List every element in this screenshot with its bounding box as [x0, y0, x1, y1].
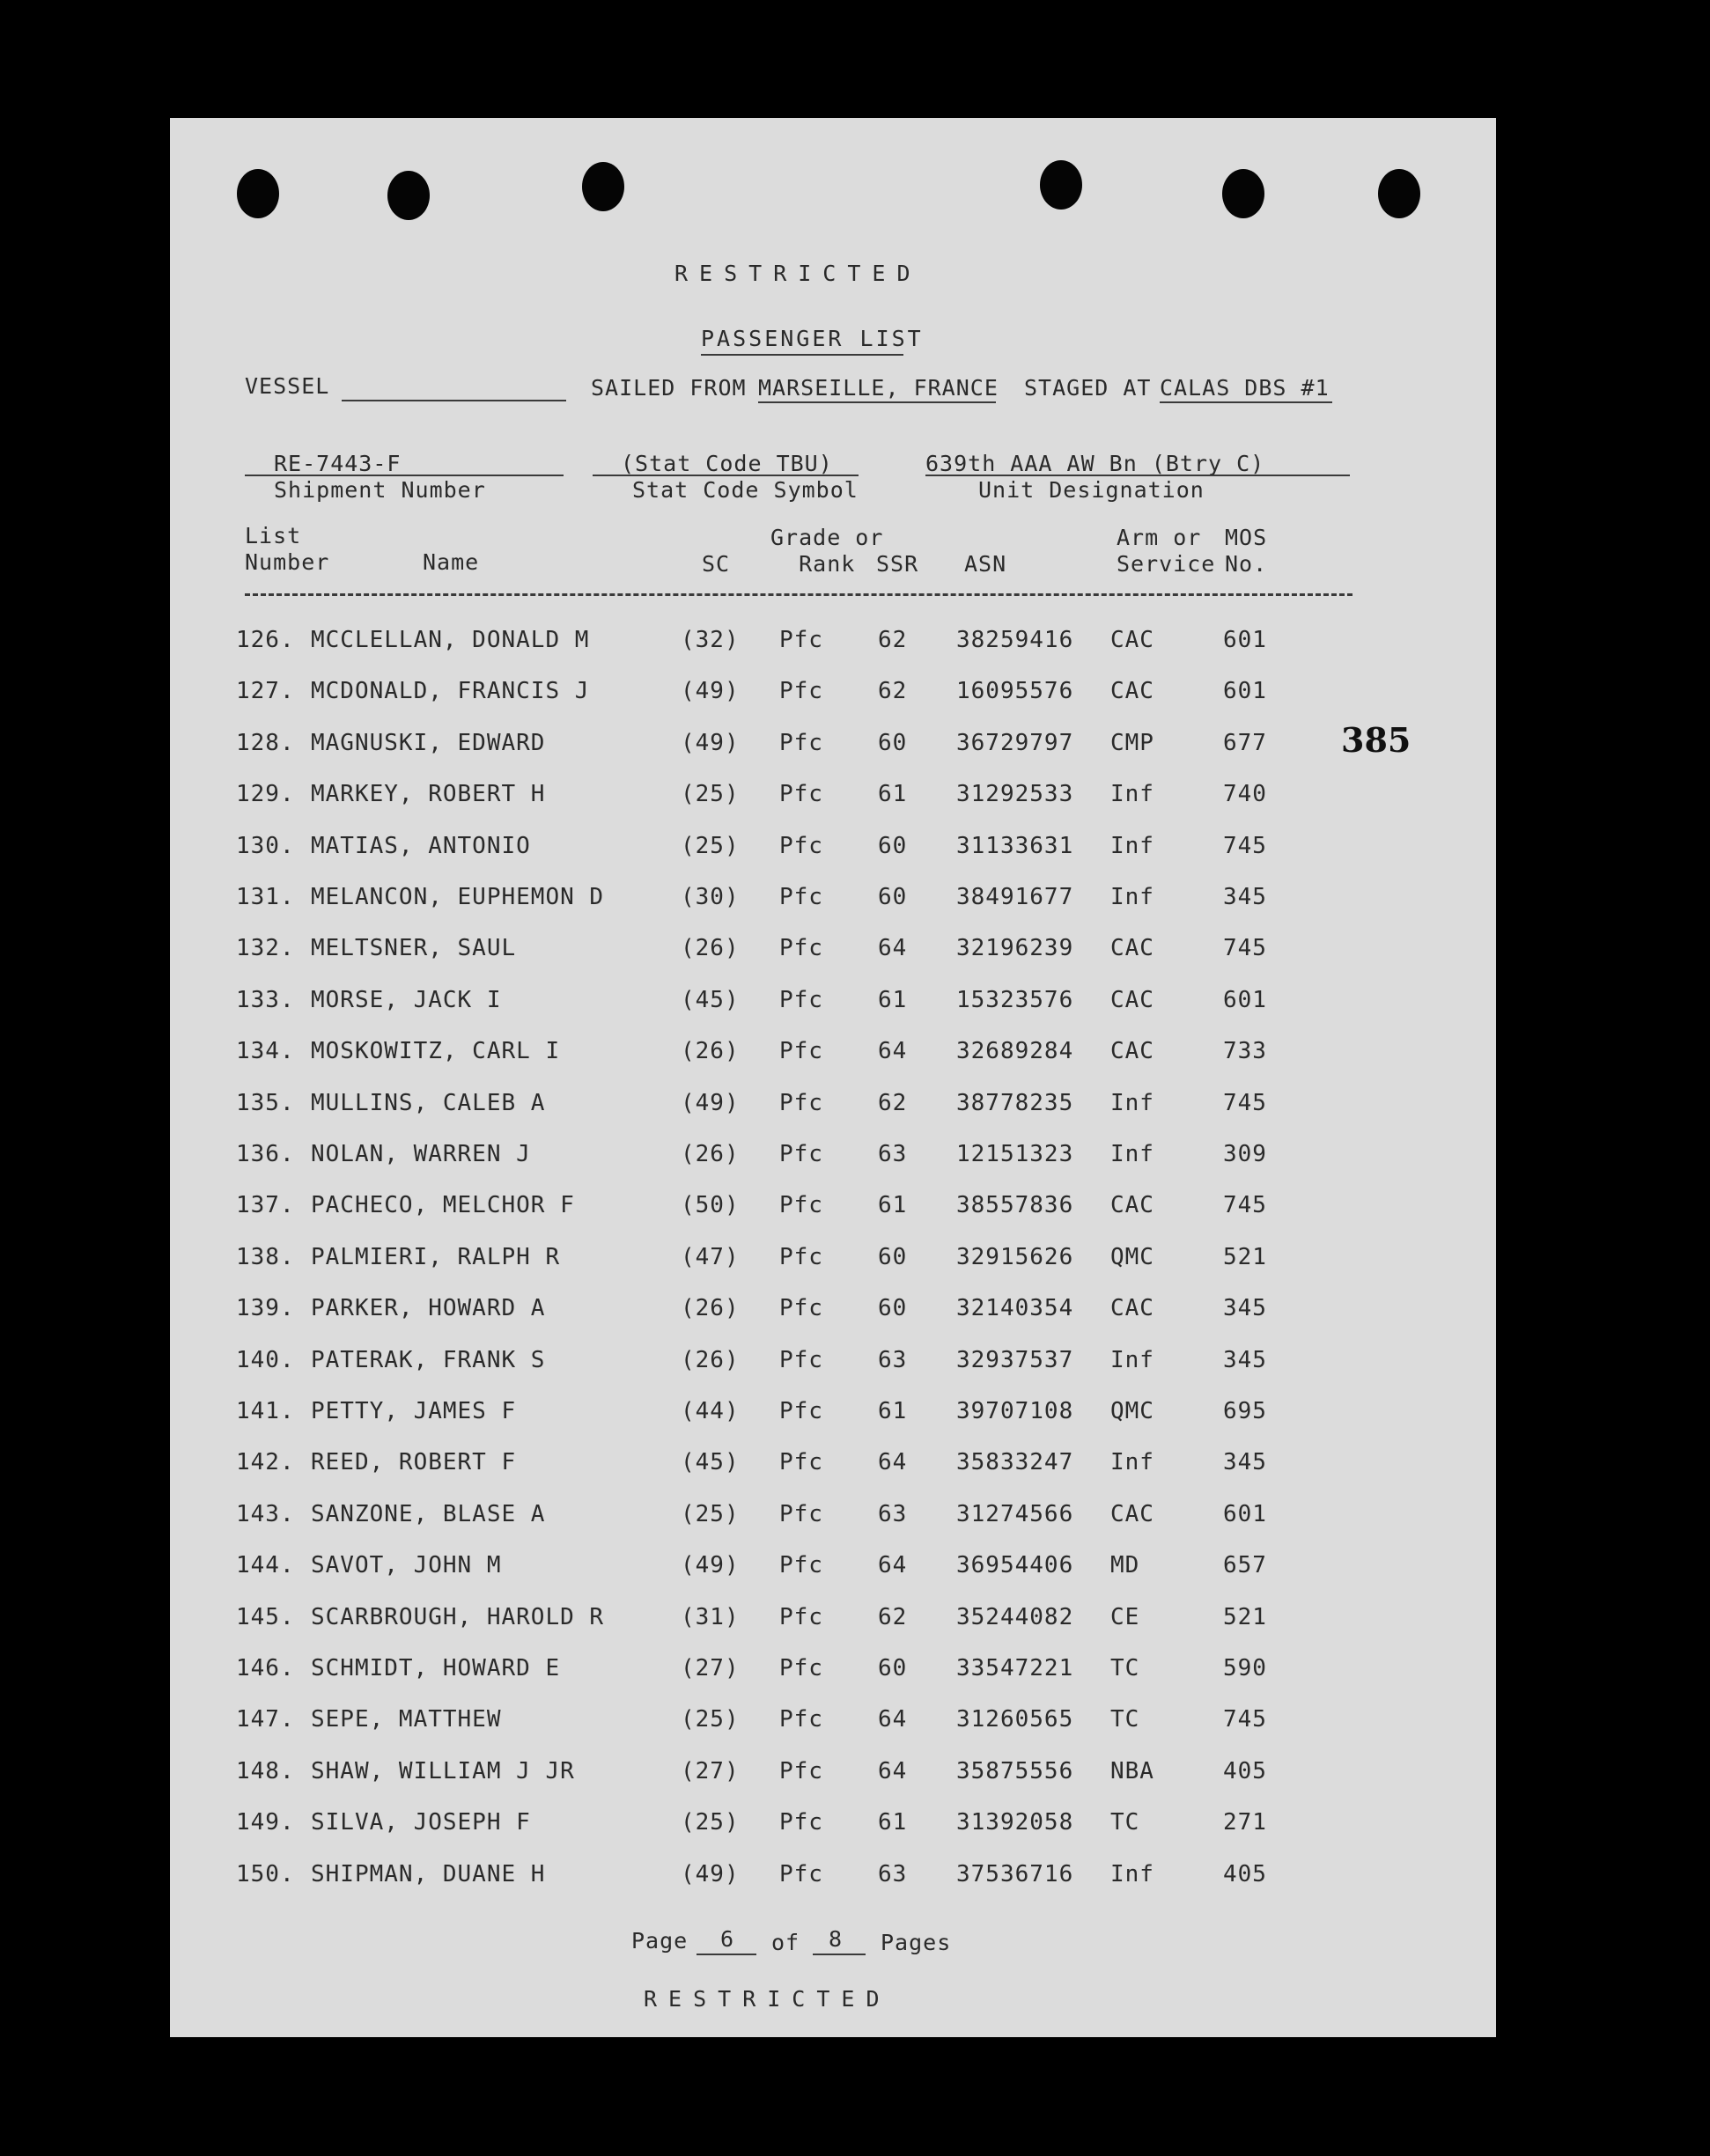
- row-rank: Pfc: [779, 1141, 823, 1167]
- row-arm: CAC: [1110, 627, 1154, 653]
- row-sc: (49): [681, 1860, 740, 1887]
- col-grade-line2: Rank: [799, 551, 856, 577]
- footer-page-total: 8: [829, 1926, 844, 1952]
- footer-page-current: 6: [720, 1926, 735, 1952]
- table-row: [170, 1141, 1496, 1176]
- row-ssr: 62: [878, 1603, 908, 1630]
- row-name: MCCLELLAN, DONALD M: [311, 627, 590, 653]
- sailed-from-underline: [758, 401, 996, 403]
- footer-page-label: Page: [631, 1928, 689, 1954]
- table-row: [170, 1758, 1496, 1793]
- row-asn: 38557836: [956, 1192, 1074, 1219]
- row-name: MARKEY, ROBERT H: [311, 781, 546, 808]
- row-name: MULLINS, CALEB A: [311, 1089, 546, 1116]
- row-name: NOLAN, WARREN J: [311, 1141, 531, 1167]
- row-sc: (45): [681, 1449, 740, 1476]
- row-asn: 31292533: [956, 781, 1074, 808]
- row-sc: (25): [681, 1706, 740, 1733]
- row-rank: Pfc: [779, 1243, 823, 1270]
- table-row: [170, 987, 1496, 1022]
- table-row: [170, 1038, 1496, 1073]
- row-asn: 31260565: [956, 1706, 1074, 1733]
- row-arm: CAC: [1110, 1192, 1154, 1219]
- row-mos: 745: [1223, 935, 1267, 962]
- table-row: [170, 1552, 1496, 1587]
- row-asn: 36954406: [956, 1552, 1074, 1579]
- stat-code: (Stat Code TBU): [621, 451, 833, 476]
- sailed-from-value: MARSEILLE, FRANCE: [758, 375, 999, 401]
- row-list-number: 133.: [236, 986, 295, 1013]
- row-ssr: 64: [878, 1552, 908, 1579]
- col-grade: [770, 525, 883, 578]
- row-sc: (25): [681, 781, 740, 808]
- punch-hole: [582, 162, 624, 211]
- row-sc: (49): [681, 1089, 740, 1116]
- row-ssr: 61: [878, 1809, 908, 1836]
- row-arm: Inf: [1110, 1089, 1154, 1116]
- row-rank: Pfc: [779, 1295, 823, 1322]
- row-mos: 345: [1223, 1295, 1267, 1322]
- row-name: MCDONALD, FRANCIS J: [311, 678, 590, 705]
- row-asn: 15323576: [956, 986, 1074, 1013]
- row-arm: Inf: [1110, 1346, 1154, 1373]
- row-arm: Inf: [1110, 1860, 1154, 1887]
- row-rank: Pfc: [779, 1757, 823, 1784]
- punch-hole: [387, 171, 430, 220]
- row-name: SAVOT, JOHN M: [311, 1552, 502, 1579]
- row-list-number: 144.: [236, 1552, 295, 1579]
- shipment-number-label: Shipment Number: [274, 477, 486, 503]
- row-mos: 271: [1223, 1809, 1267, 1836]
- row-arm: CAC: [1110, 1038, 1154, 1065]
- table-row: [170, 1192, 1496, 1227]
- row-list-number: 137.: [236, 1192, 295, 1219]
- col-arm: [1117, 525, 1215, 578]
- table-row: [170, 730, 1496, 765]
- row-asn: 35875556: [956, 1757, 1074, 1784]
- table-row: [170, 781, 1496, 816]
- row-arm: MD: [1110, 1552, 1140, 1579]
- row-list-number: 141.: [236, 1398, 295, 1424]
- row-mos: 405: [1223, 1757, 1267, 1784]
- row-list-number: 126.: [236, 627, 295, 653]
- row-ssr: 61: [878, 1398, 908, 1424]
- row-rank: Pfc: [779, 884, 823, 910]
- table-row: [170, 1244, 1496, 1279]
- row-list-number: 131.: [236, 884, 295, 910]
- row-sc: (30): [681, 884, 740, 910]
- row-sc: (32): [681, 627, 740, 653]
- table-row: [170, 627, 1496, 662]
- row-name: SCARBROUGH, HAROLD R: [311, 1603, 605, 1630]
- row-ssr: 63: [878, 1141, 908, 1167]
- row-mos: 405: [1223, 1860, 1267, 1887]
- row-name: PACHECO, MELCHOR F: [311, 1192, 575, 1219]
- header-restricted: RESTRICTED: [674, 261, 922, 286]
- row-ssr: 63: [878, 1346, 908, 1373]
- row-ssr: 60: [878, 884, 908, 910]
- table-row: [170, 1090, 1496, 1125]
- row-list-number: 140.: [236, 1346, 295, 1373]
- row-arm: TC: [1110, 1809, 1140, 1836]
- row-asn: 31274566: [956, 1500, 1074, 1527]
- row-list-number: 128.: [236, 729, 295, 756]
- row-list-number: 134.: [236, 1038, 295, 1065]
- row-asn: 37536716: [956, 1860, 1074, 1887]
- row-ssr: 63: [878, 1500, 908, 1527]
- row-arm: TC: [1110, 1706, 1140, 1733]
- row-asn: 31133631: [956, 832, 1074, 859]
- col-mos: [1225, 525, 1267, 578]
- col-list-number-line2: Number: [245, 549, 330, 575]
- row-rank: Pfc: [779, 1860, 823, 1887]
- row-sc: (25): [681, 832, 740, 859]
- row-asn: 32196239: [956, 935, 1074, 962]
- row-name: SILVA, JOSEPH F: [311, 1809, 531, 1836]
- staged-at-value: CALAS DBS #1: [1160, 375, 1330, 401]
- row-sc: (26): [681, 935, 740, 962]
- shipment-underline: [245, 475, 564, 476]
- row-mos: 733: [1223, 1038, 1267, 1065]
- row-mos: 745: [1223, 1089, 1267, 1116]
- row-rank: Pfc: [779, 1089, 823, 1116]
- row-list-number: 135.: [236, 1089, 295, 1116]
- row-ssr: 62: [878, 678, 908, 705]
- row-sc: (45): [681, 986, 740, 1013]
- row-arm: CMP: [1110, 729, 1154, 756]
- row-arm: CAC: [1110, 1295, 1154, 1322]
- row-rank: Pfc: [779, 935, 823, 962]
- row-rank: Pfc: [779, 832, 823, 859]
- row-name: SHAW, WILLIAM J JR: [311, 1757, 575, 1784]
- row-arm: CAC: [1110, 935, 1154, 962]
- row-list-number: 139.: [236, 1295, 295, 1322]
- table-row: [170, 935, 1496, 970]
- title-underline: [701, 354, 903, 356]
- punch-hole: [1040, 160, 1082, 210]
- row-sc: (26): [681, 1295, 740, 1322]
- col-mos-line1: MOS: [1225, 525, 1268, 550]
- unit-designation: 639th AAA AW Bn (Btry C): [925, 451, 1265, 476]
- row-ssr: 64: [878, 1038, 908, 1065]
- col-asn: ASN: [964, 551, 1007, 577]
- row-ssr: 60: [878, 832, 908, 859]
- table-row: [170, 678, 1496, 713]
- row-ssr: 60: [878, 1243, 908, 1270]
- unit-underline: [925, 475, 1350, 476]
- row-rank: Pfc: [779, 1192, 823, 1219]
- row-mos: 345: [1223, 884, 1267, 910]
- row-sc: (25): [681, 1500, 740, 1527]
- row-ssr: 64: [878, 1706, 908, 1733]
- row-rank: Pfc: [779, 1706, 823, 1733]
- row-sc: (26): [681, 1346, 740, 1373]
- footer-pages: Pages: [881, 1930, 952, 1955]
- table-row: [170, 1706, 1496, 1741]
- vessel-underline: [342, 400, 566, 401]
- row-mos: 521: [1223, 1243, 1267, 1270]
- row-name: MAGNUSKI, EDWARD: [311, 729, 546, 756]
- row-list-number: 145.: [236, 1603, 295, 1630]
- row-name: SCHMIDT, HOWARD E: [311, 1655, 561, 1681]
- table-row: [170, 1449, 1496, 1484]
- punch-hole: [1378, 169, 1420, 218]
- row-rank: Pfc: [779, 986, 823, 1013]
- row-asn: 31392058: [956, 1809, 1074, 1836]
- table-row: [170, 1861, 1496, 1896]
- row-mos: 345: [1223, 1449, 1267, 1476]
- row-arm: Inf: [1110, 781, 1154, 808]
- row-name: PALMIERI, RALPH R: [311, 1243, 561, 1270]
- row-sc: (49): [681, 678, 740, 705]
- row-sc: (27): [681, 1757, 740, 1784]
- row-rank: Pfc: [779, 729, 823, 756]
- table-row: [170, 884, 1496, 919]
- col-list-number: [245, 523, 329, 576]
- page-number-stamp: 385: [1341, 720, 1411, 760]
- staged-at-underline: [1160, 401, 1332, 403]
- col-name: Name: [423, 549, 480, 575]
- row-ssr: 64: [878, 1757, 908, 1784]
- row-list-number: 147.: [236, 1706, 295, 1733]
- row-sc: (49): [681, 729, 740, 756]
- row-name: PARKER, HOWARD A: [311, 1295, 546, 1322]
- row-arm: Inf: [1110, 884, 1154, 910]
- row-list-number: 130.: [236, 832, 295, 859]
- row-list-number: 146.: [236, 1655, 295, 1681]
- row-rank: Pfc: [779, 1500, 823, 1527]
- footer-total-underline: [813, 1954, 866, 1955]
- table-row: [170, 1809, 1496, 1844]
- row-list-number: 136.: [236, 1141, 295, 1167]
- table-row: [170, 833, 1496, 868]
- row-rank: Pfc: [779, 1346, 823, 1373]
- footer-of: of: [771, 1930, 800, 1955]
- row-arm: CAC: [1110, 986, 1154, 1013]
- row-list-number: 149.: [236, 1809, 295, 1836]
- table-row: [170, 1604, 1496, 1639]
- row-mos: 521: [1223, 1603, 1267, 1630]
- row-list-number: 132.: [236, 935, 295, 962]
- footer-current-underline: [697, 1954, 756, 1955]
- row-name: MATIAS, ANTONIO: [311, 832, 531, 859]
- row-arm: Inf: [1110, 1141, 1154, 1167]
- footer-restricted: RESTRICTED: [644, 1986, 891, 2012]
- row-mos: 745: [1223, 1706, 1267, 1733]
- row-arm: Inf: [1110, 1449, 1154, 1476]
- col-arm-line2: Service: [1117, 551, 1216, 577]
- row-list-number: 129.: [236, 781, 295, 808]
- stat-code-label: Stat Code Symbol: [632, 477, 859, 503]
- col-ssr: SSR: [876, 551, 919, 577]
- row-mos: 309: [1223, 1141, 1267, 1167]
- row-arm: TC: [1110, 1655, 1140, 1681]
- row-asn: 32915626: [956, 1243, 1074, 1270]
- row-asn: 35244082: [956, 1603, 1074, 1630]
- row-asn: 32140354: [956, 1295, 1074, 1322]
- row-asn: 16095576: [956, 678, 1074, 705]
- row-rank: Pfc: [779, 1603, 823, 1630]
- vessel-label: VESSEL: [245, 373, 330, 399]
- row-name: SEPE, MATTHEW: [311, 1706, 502, 1733]
- row-name: SANZONE, BLASE A: [311, 1500, 546, 1527]
- row-list-number: 127.: [236, 678, 295, 705]
- row-asn: 36729797: [956, 729, 1074, 756]
- row-arm: Inf: [1110, 832, 1154, 859]
- row-mos: 745: [1223, 1192, 1267, 1219]
- table-row: [170, 1655, 1496, 1690]
- header-divider: [245, 593, 1353, 596]
- row-asn: 12151323: [956, 1141, 1074, 1167]
- row-mos: 695: [1223, 1398, 1267, 1424]
- row-mos: 740: [1223, 781, 1267, 808]
- table-row: [170, 1501, 1496, 1536]
- row-arm: NBA: [1110, 1757, 1154, 1784]
- row-ssr: 64: [878, 935, 908, 962]
- row-rank: Pfc: [779, 1038, 823, 1065]
- col-list-number-line1: List: [245, 523, 302, 548]
- row-sc: (26): [681, 1141, 740, 1167]
- row-ssr: 61: [878, 986, 908, 1013]
- table-row: [170, 1295, 1496, 1330]
- row-rank: Pfc: [779, 1449, 823, 1476]
- row-sc: (49): [681, 1552, 740, 1579]
- row-name: PATERAK, FRANK S: [311, 1346, 546, 1373]
- col-grade-line1: Grade or: [770, 525, 884, 550]
- row-name: MOSKOWITZ, CARL I: [311, 1038, 561, 1065]
- row-name: PETTY, JAMES F: [311, 1398, 517, 1424]
- row-sc: (50): [681, 1192, 740, 1219]
- col-sc: SC: [702, 551, 731, 577]
- row-arm: CAC: [1110, 678, 1154, 705]
- row-ssr: 60: [878, 1655, 908, 1681]
- row-list-number: 138.: [236, 1243, 295, 1270]
- row-list-number: 148.: [236, 1757, 295, 1784]
- row-rank: Pfc: [779, 678, 823, 705]
- row-rank: Pfc: [779, 1552, 823, 1579]
- row-mos: 601: [1223, 678, 1267, 705]
- document-page: [170, 118, 1496, 2037]
- row-name: REED, ROBERT F: [311, 1449, 517, 1476]
- row-list-number: 150.: [236, 1860, 295, 1887]
- sailed-from-label: SAILED FROM: [591, 375, 747, 401]
- row-asn: 32937537: [956, 1346, 1074, 1373]
- row-asn: 38259416: [956, 627, 1074, 653]
- row-asn: 38778235: [956, 1089, 1074, 1116]
- row-sc: (26): [681, 1038, 740, 1065]
- row-rank: Pfc: [779, 1398, 823, 1424]
- row-asn: 32689284: [956, 1038, 1074, 1065]
- col-arm-line1: Arm or: [1117, 525, 1202, 550]
- table-row: [170, 1347, 1496, 1382]
- row-arm: QMC: [1110, 1398, 1154, 1424]
- staged-at-label: STAGED AT: [1024, 375, 1152, 401]
- row-mos: 745: [1223, 832, 1267, 859]
- punch-hole: [1222, 169, 1264, 218]
- stat-code-underline: [593, 475, 859, 476]
- row-name: MELTSNER, SAUL: [311, 935, 517, 962]
- row-ssr: 62: [878, 627, 908, 653]
- punch-hole: [237, 169, 279, 218]
- row-ssr: 63: [878, 1860, 908, 1887]
- row-arm: CE: [1110, 1603, 1140, 1630]
- table-row: [170, 1398, 1496, 1433]
- row-list-number: 142.: [236, 1449, 295, 1476]
- row-mos: 601: [1223, 627, 1267, 653]
- row-ssr: 60: [878, 1295, 908, 1322]
- row-arm: CAC: [1110, 1500, 1154, 1527]
- row-asn: 35833247: [956, 1449, 1074, 1476]
- row-mos: 590: [1223, 1655, 1267, 1681]
- row-sc: (27): [681, 1655, 740, 1681]
- row-sc: (47): [681, 1243, 740, 1270]
- row-mos: 345: [1223, 1346, 1267, 1373]
- row-name: SHIPMAN, DUANE H: [311, 1860, 546, 1887]
- row-mos: 601: [1223, 1500, 1267, 1527]
- shipment-number: RE-7443-F: [274, 451, 402, 476]
- col-mos-line2: No.: [1225, 551, 1268, 577]
- row-name: MELANCON, EUPHEMON D: [311, 884, 605, 910]
- row-rank: Pfc: [779, 1809, 823, 1836]
- row-rank: Pfc: [779, 1655, 823, 1681]
- row-ssr: 61: [878, 781, 908, 808]
- row-ssr: 60: [878, 729, 908, 756]
- row-name: MORSE, JACK I: [311, 986, 502, 1013]
- row-sc: (31): [681, 1603, 740, 1630]
- row-sc: (25): [681, 1809, 740, 1836]
- row-mos: 657: [1223, 1552, 1267, 1579]
- row-sc: (44): [681, 1398, 740, 1424]
- page-title: PASSENGER LIST: [701, 326, 924, 351]
- row-ssr: 61: [878, 1192, 908, 1219]
- row-ssr: 62: [878, 1089, 908, 1116]
- row-ssr: 64: [878, 1449, 908, 1476]
- row-rank: Pfc: [779, 781, 823, 808]
- row-asn: 38491677: [956, 884, 1074, 910]
- row-mos: 601: [1223, 986, 1267, 1013]
- unit-designation-label: Unit Designation: [978, 477, 1205, 503]
- row-asn: 33547221: [956, 1655, 1074, 1681]
- row-list-number: 143.: [236, 1500, 295, 1527]
- row-arm: QMC: [1110, 1243, 1154, 1270]
- row-rank: Pfc: [779, 627, 823, 653]
- row-asn: 39707108: [956, 1398, 1074, 1424]
- row-mos: 677: [1223, 729, 1267, 756]
